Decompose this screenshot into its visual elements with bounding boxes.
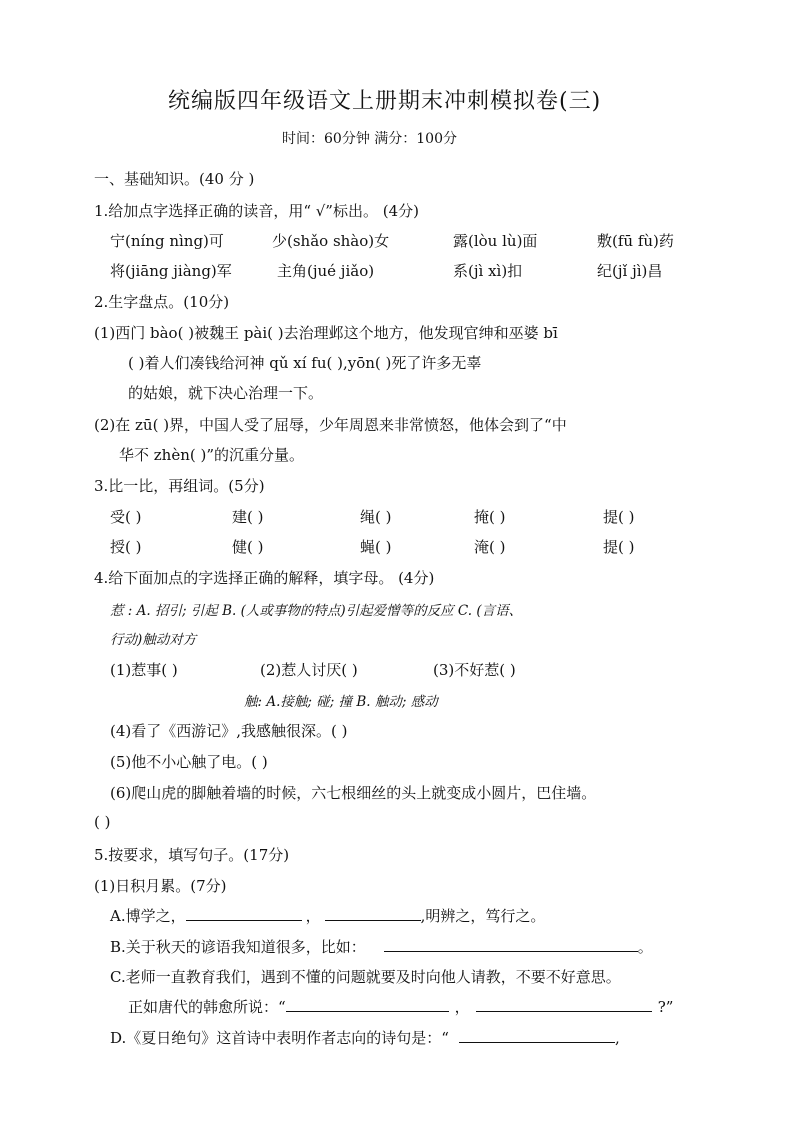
question-5c-quote	[128, 996, 673, 1017]
exam-meta: 时间：60分钟 满分：100分	[282, 131, 457, 147]
question-5-prompt: 5.按要求，填写句子。(17分)	[94, 846, 290, 864]
question-4-prompt: 4.给下面加点的字选择正确的解释，填字母。 (4分)	[94, 569, 435, 587]
question-5-sub-1: (1)日积月累。(7分)	[94, 877, 227, 895]
answer-blank[interactable]	[286, 996, 449, 1012]
pinyin-option[interactable]: 主角(jué jiǎo)	[277, 262, 375, 280]
pinyin-option[interactable]: 宁(níng nìng)可	[110, 232, 224, 250]
pinyin-option[interactable]: 敷(fū fù)药	[597, 232, 674, 250]
definition-re-continued: 行动)触动对方	[110, 632, 197, 648]
question-4-item[interactable]: (5)他不小心触了电。( )	[110, 753, 268, 771]
question-4-item[interactable]: (6)爬山虎的脚触着墙的时候，六七根细丝的头上就变成小圆片，巴住墙。	[110, 784, 597, 802]
pinyin-option[interactable]: 纪(jǐ jì)昌	[597, 262, 663, 280]
pinyin-option[interactable]: 将(jiāng jiàng)军	[110, 262, 232, 280]
word-group-item[interactable]: 绳( )	[360, 508, 392, 526]
question-4-item[interactable]: (2)惹人讨厌( )	[260, 661, 358, 679]
question-4-item[interactable]: (4)看了《西游记》,我感触很深。( )	[110, 722, 348, 740]
pinyin-option[interactable]: 系(jì xì)扣	[453, 262, 523, 280]
question-1-prompt: 1.给加点字选择正确的读音，用“ √”标出。 (4分)	[94, 202, 419, 220]
question-5d-suffix: ,	[614, 1029, 620, 1047]
word-group-item[interactable]: 授( )	[110, 538, 142, 556]
question-5a-prefix: A.博学之，	[110, 907, 186, 925]
answer-paren[interactable]: ( )	[94, 813, 111, 831]
question-3-prompt: 3.比一比，再组词。(5分)	[94, 477, 265, 495]
answer-blank[interactable]	[325, 905, 421, 921]
question-5c-mid: ，	[454, 998, 470, 1016]
pinyin-option[interactable]: 少(shǎo shào)女	[272, 232, 390, 250]
page-title: 统编版四年级语文上册期末冲刺模拟卷(三)	[168, 89, 602, 114]
word-group-item[interactable]: 淹( )	[474, 538, 506, 556]
answer-blank[interactable]	[459, 1027, 615, 1043]
word-group-item[interactable]: 建( )	[232, 508, 264, 526]
question-5b-prefix: B.关于秋天的谚语我知道很多，比如：	[110, 938, 366, 956]
question-5a	[110, 905, 545, 926]
answer-blank[interactable]	[476, 996, 652, 1012]
question-2-part-1-line: ( )着人们凑钱给河神 qǔ xí fu( ),yōn( )死了许多无辜	[128, 354, 482, 372]
question-2-part-1-line: (1)西门 bào( )被魏王 pài( )去治理邺这个地方，他发现官绅和巫婆 bī	[94, 324, 558, 342]
word-group-item[interactable]: 受( )	[110, 508, 142, 526]
word-group-item[interactable]: 健( )	[232, 538, 264, 556]
word-group-item[interactable]: 蝇( )	[360, 538, 392, 556]
question-5b-suffix: 。	[637, 938, 653, 956]
word-group-item[interactable]: 掩( )	[474, 508, 506, 526]
word-group-item[interactable]: 提( )	[603, 538, 635, 556]
question-4-item[interactable]: (3)不好惹( )	[433, 661, 516, 679]
question-5d	[110, 1027, 620, 1048]
word-group-item[interactable]: 提( )	[603, 508, 635, 526]
question-2-prompt: 2.生字盘点。(10分)	[94, 293, 230, 311]
question-5a-suffix: ,明辨之，笃行之。	[420, 907, 546, 925]
question-5c: C.老师一直教育我们，遇到不懂的问题就要及时向他人请教，不要不好意思。	[110, 968, 621, 986]
question-5b	[110, 936, 653, 957]
definition-re: 惹 : A. 招引; 引起 B. (人或事物的特点)引起爱憎等的反应 C. (言语、	[110, 603, 523, 619]
section-heading: 一、基础知识。(40 分 )	[94, 170, 255, 188]
question-5c-suffix: ?”	[657, 998, 674, 1016]
answer-blank[interactable]	[186, 905, 302, 921]
question-2-part-2-line: (2)在 zū( )界，中国人受了屈辱，少年周恩来非常愤怒，他体会到了“中	[94, 416, 567, 434]
pinyin-option[interactable]: 露(lòu lù)面	[453, 232, 538, 250]
question-4-item[interactable]: (1)惹事( )	[110, 661, 178, 679]
question-2-part-2-line: 华不 zhèn( )”的沉重分量。	[119, 446, 305, 464]
question-5c-prefix: 正如唐代的韩愈所说：“	[128, 998, 286, 1016]
definition-chu: 触: A.接触; 碰; 撞 B. 触动; 感动	[244, 694, 438, 710]
answer-blank[interactable]	[384, 936, 638, 952]
question-5a-mid: ，	[305, 907, 321, 925]
question-2-part-1-line: 的姑娘，就下决心治理一下。	[128, 384, 324, 402]
question-5d-prefix: D.《夏日绝句》这首诗中表明作者志向的诗句是：“	[110, 1029, 449, 1047]
